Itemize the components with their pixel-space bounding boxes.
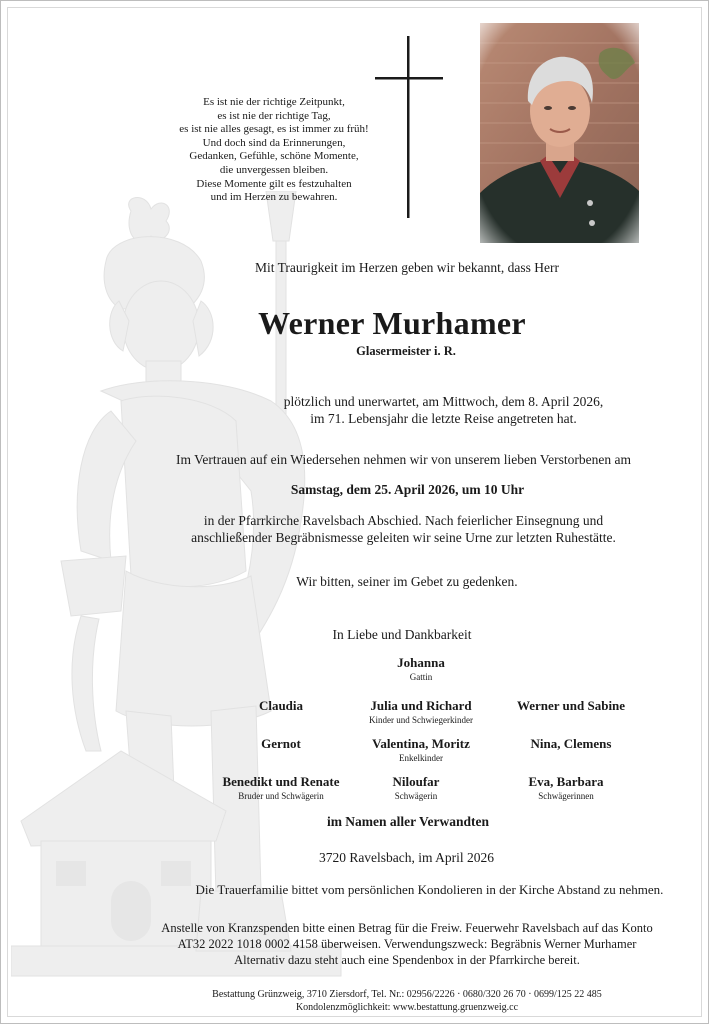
- funeral-date: Samstag, dem 25. April 2026, um 10 Uhr: [290, 482, 525, 497]
- family-grandchild: [496, 736, 646, 752]
- funeral-home-contact: Bestattung Grünzweig, 3710 Ziersdorf, Tel. Nr.: 02956/2226 · 0680/320 26 70 · 0699/125 22 485: [212, 989, 602, 1000]
- spouse-relation: Gattin: [409, 672, 433, 682]
- portrait-photo: [480, 23, 639, 243]
- family-child: [346, 698, 496, 725]
- child-name: Werner und Sabine: [516, 698, 626, 713]
- ceremony-line: anschließender Begräbnismesse geleiten wir seine Urne zur letzten Ruhestätte.: [191, 530, 616, 545]
- intro-text: Mit Traurigkeit im Herzen geben wir bekannt, dass Herr: [254, 260, 560, 275]
- passing-line: im 71. Lebensjahr die letzte Reise angetreten hat.: [310, 411, 577, 426]
- sibling-name: Benedikt und Renate: [222, 774, 340, 789]
- child-name: Claudia: [258, 698, 304, 713]
- condolence-notice: Die Trauerfamilie bittet vom persönlichen Kondolieren in der Kirche Abstand zu nehmen.: [195, 882, 664, 897]
- profession: Glasermeister i. R.: [356, 344, 456, 358]
- spouse-name: Johanna: [397, 655, 445, 670]
- prayer-request: Wir bitten, seiner im Gebet zu gedenken.: [296, 574, 518, 589]
- farewell-intro: Im Vertrauen auf ein Wiedersehen nehmen wir von unserem lieben Verstorbenen am: [176, 452, 631, 467]
- passing-text: [1, 393, 708, 427]
- footer: [1, 989, 708, 1014]
- grandchildren-relation: Enkelkinder: [399, 753, 443, 763]
- sibling-relation: Bruder und Schwägerin: [238, 791, 324, 801]
- cross-icon: [371, 31, 447, 221]
- poem-line: es ist nie der richtige Tag,: [217, 109, 331, 122]
- donation-line: Anstelle von Kranzspenden bitte einen Betrag für die Freiw. Feuerwehr Ravelsbach auf das Konto: [161, 921, 653, 935]
- ceremony-line: in der Pfarrkirche Ravelsbach Abschied. Nach feierlicher Einsegnung und: [203, 513, 604, 528]
- family-sibling: [496, 774, 636, 801]
- grandchild-name: Nina, Clemens: [530, 736, 612, 751]
- passing-line: plötzlich und unerwartet, am Mittwoch, dem 8. April 2026,: [283, 394, 604, 409]
- sibling-relation: Schwägerinnen: [538, 791, 594, 801]
- poem-line: es ist nie alles gesagt, es ist immer zu früh!: [179, 123, 369, 136]
- donation-line: Alternativ dazu steht auch eine Spendenbox in der Pfarrkirche bereit.: [234, 953, 580, 967]
- poem-line: die unvergessen bleiben.: [219, 163, 329, 176]
- family-sibling: [356, 774, 476, 801]
- on-behalf-text: im Namen aller Verwandten: [326, 814, 490, 829]
- poem-line: Gedanken, Gefühle, schöne Momente,: [189, 150, 359, 163]
- children-relation: Kinder und Schwiegerkinder: [369, 715, 473, 725]
- ceremony-text: [1, 512, 708, 546]
- family-child: [221, 698, 341, 714]
- family-sibling: [216, 774, 346, 801]
- poem-line: und im Herzen zu bewahren.: [210, 191, 338, 204]
- closing-text: In Liebe und Dankbarkeit: [332, 627, 472, 642]
- grandchild-name: Gernot: [261, 736, 301, 751]
- family-child: [496, 698, 646, 714]
- family-spouse: [351, 655, 491, 682]
- poem-line: Es ist nie der richtige Zeitpunkt,: [203, 96, 345, 108]
- grandchild-name: Valentina, Moritz: [372, 736, 470, 751]
- donation-notice: [1, 920, 708, 968]
- sibling-name: Eva, Barbara: [528, 774, 604, 789]
- condolence-website: Kondolenzmöglichkeit: www.bestattung.gruenzweig.cc: [295, 1001, 519, 1013]
- child-name: Julia und Richard: [370, 698, 472, 713]
- family-grandchild: [221, 736, 341, 752]
- poem-line: Diese Momente gilt es festzuhalten: [196, 177, 352, 190]
- donation-line: AT32 2022 1018 0002 4158 überweisen. Verwendungszweck: Begräbnis Werner Murhamer: [177, 937, 637, 951]
- sibling-name: Niloufar: [392, 774, 440, 789]
- deceased-name: Werner Murhamer: [258, 305, 526, 341]
- sibling-relation: Schwägerin: [394, 791, 438, 801]
- poem-line: Und doch sind da Erinnerungen,: [202, 136, 346, 149]
- family-grandchild: [346, 736, 496, 763]
- poem: [169, 96, 379, 205]
- place-date: 3720 Ravelsbach, im April 2026: [318, 850, 495, 865]
